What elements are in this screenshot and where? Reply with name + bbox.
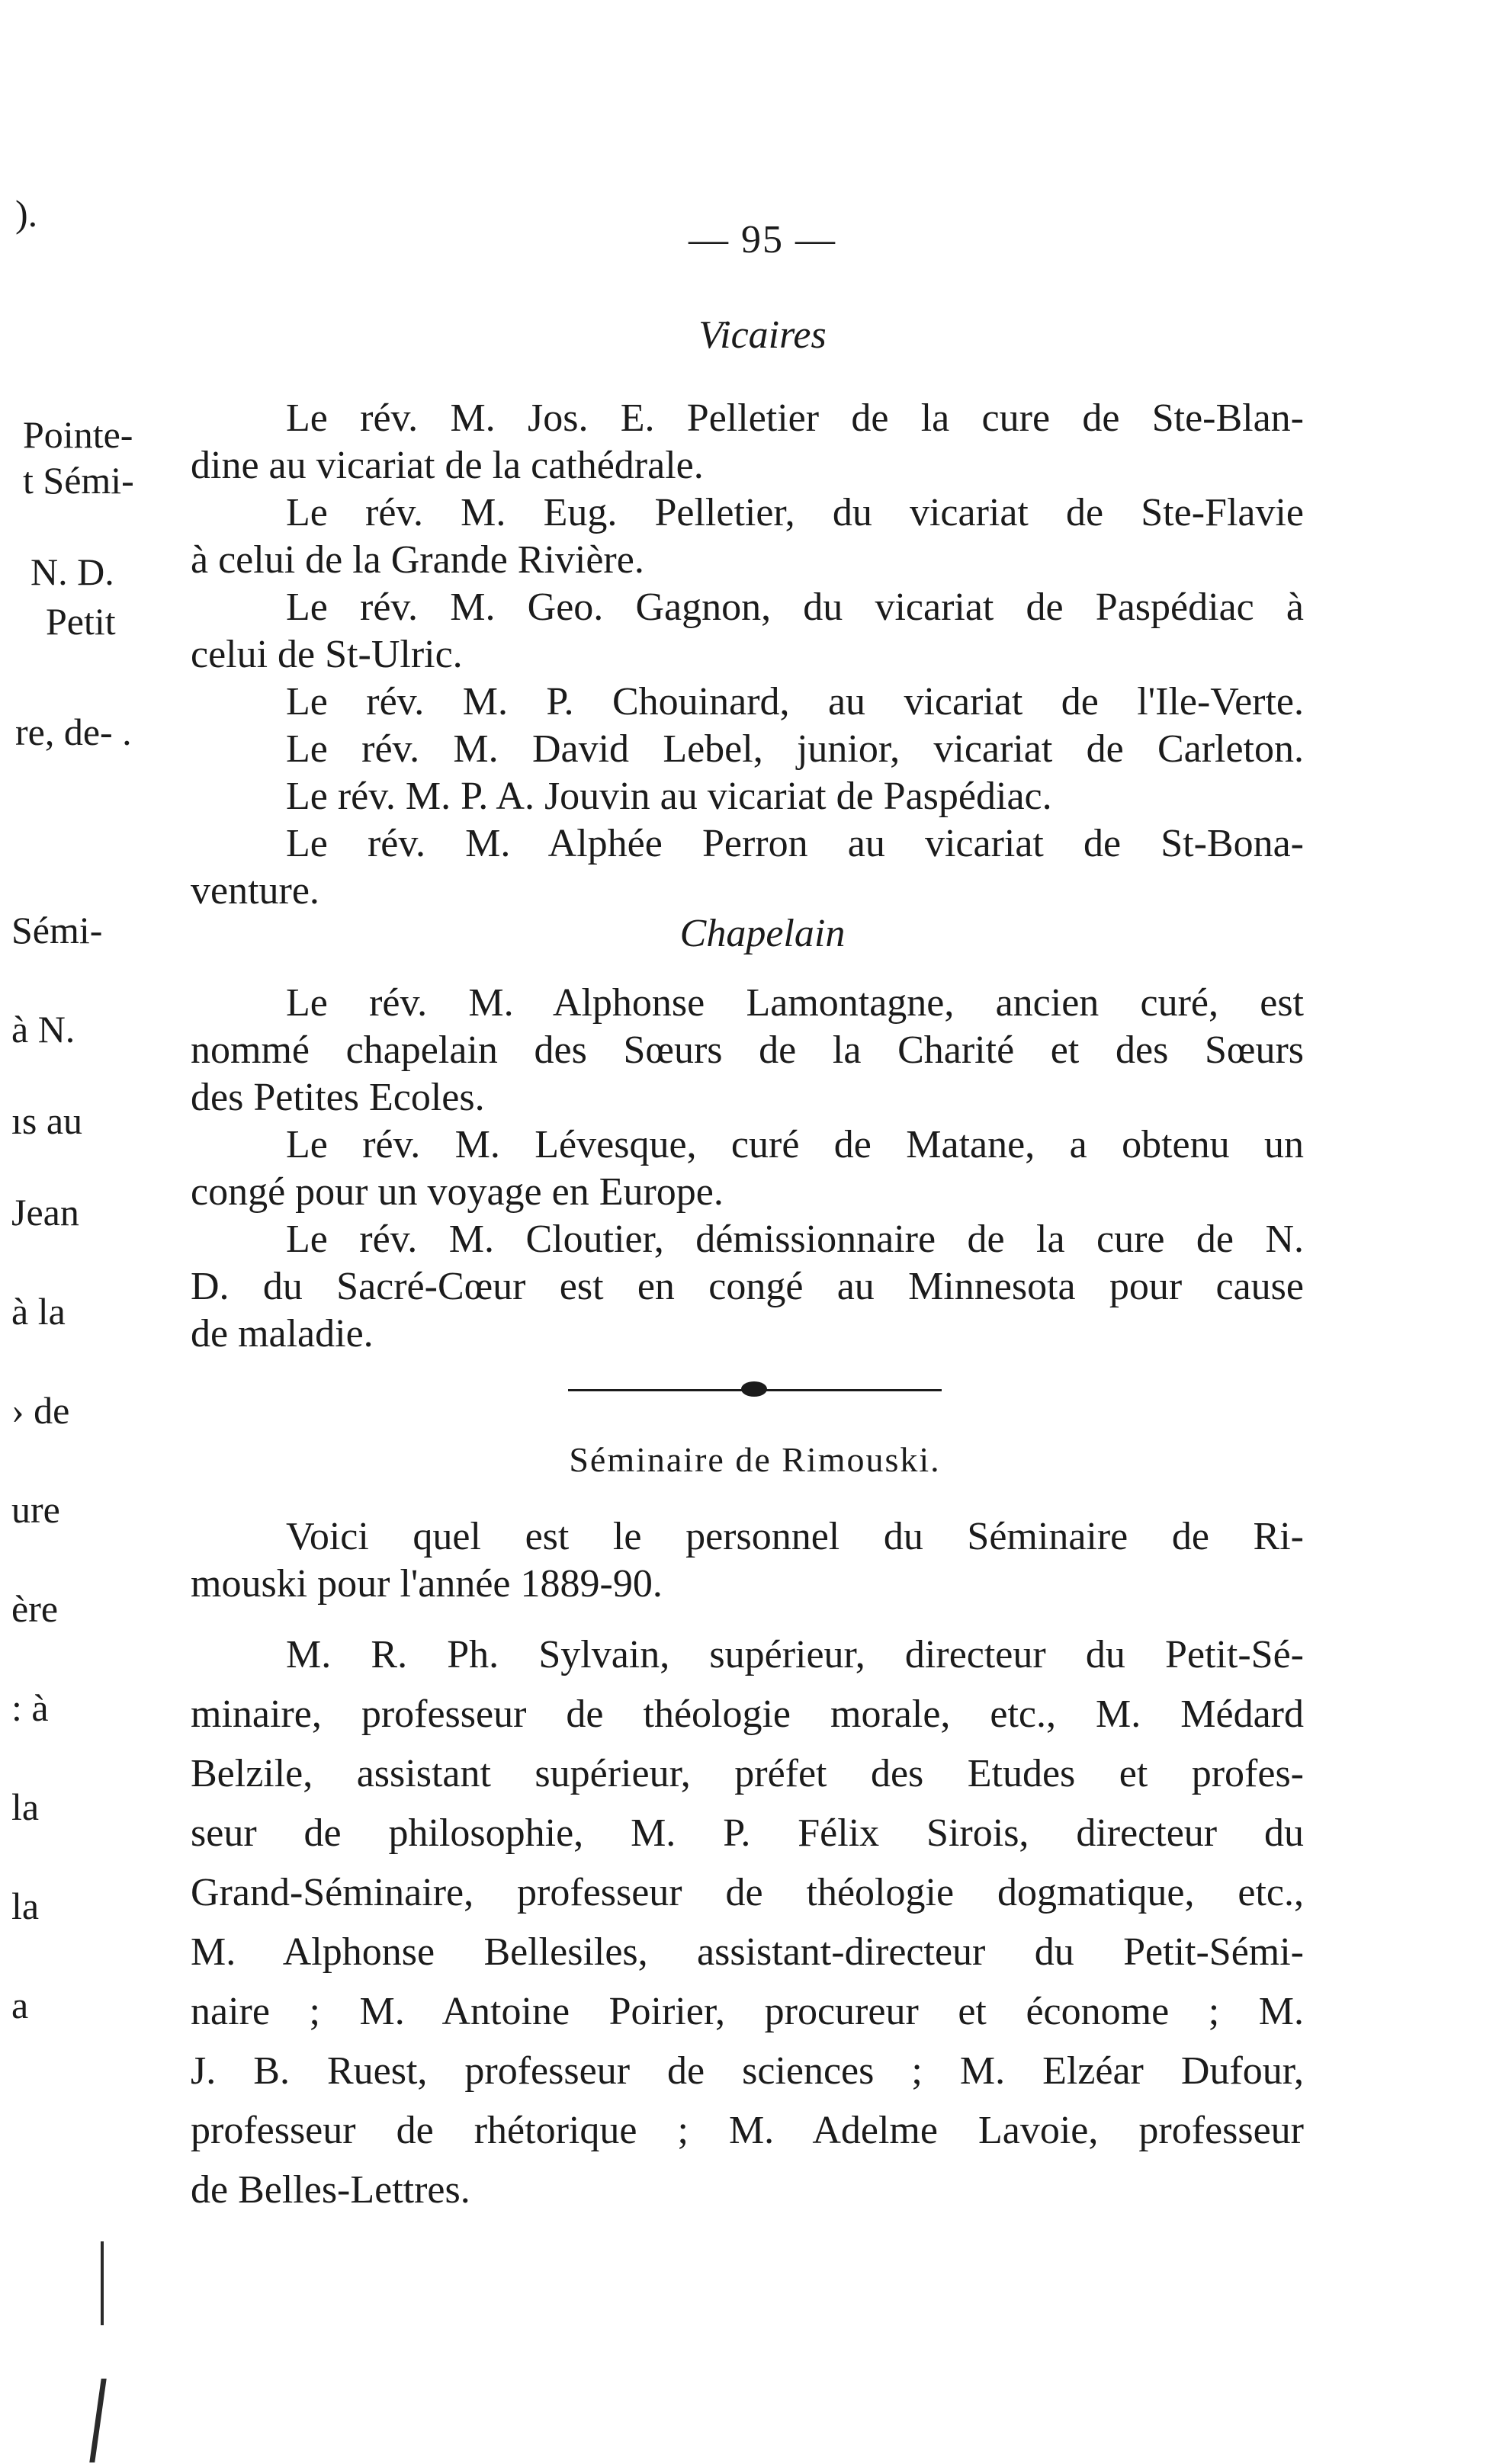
text-line: minaire, professeur de théologie morale, etc., M. Médard xyxy=(191,1692,1304,1736)
text-line: Le rév. M. P. Chouinard, au vicariat de l'Ile-Verte. xyxy=(286,680,1304,723)
text-line: J. B. Ruest, professeur de sciences ; M. Elzéar Dufour, xyxy=(191,2049,1304,2093)
margin-fragment: ure xyxy=(11,1488,60,1531)
text-line: celui de St-Ulric. xyxy=(191,633,463,676)
margin-fragment: N. D. xyxy=(30,550,114,593)
text-line: naire ; M. Antoine Poirier, procureur et économe ; M. xyxy=(191,1990,1304,2033)
page-number: — 95 — xyxy=(689,218,836,261)
text-line: venture. xyxy=(191,869,319,913)
margin-fragment: la xyxy=(11,1785,40,1828)
text-line: Voici quel est le personnel du Séminaire de Ri- xyxy=(286,1515,1304,1558)
text-line: de maladie. xyxy=(191,1312,374,1356)
text-line: nommé chapelain des Sœurs de la Charité et des Sœurs xyxy=(191,1028,1304,1072)
margin-fragment: la xyxy=(11,1885,40,1927)
margin-fragment: Jean xyxy=(11,1191,79,1234)
text-line: Le rév. M. P. A. Jouvin au vicariat de Paspédiac. xyxy=(286,775,1052,818)
margin-fragment: ). xyxy=(15,192,38,235)
facing-page-bleed xyxy=(0,0,183,2464)
margin-fragment: ıs au xyxy=(11,1099,83,1142)
margin-fragment: a xyxy=(11,1984,29,2026)
text-line: Le rév. M. David Lebel, junior, vicariat de Carleton. xyxy=(286,727,1304,771)
margin-fragment: à la xyxy=(11,1290,66,1333)
margin-fragment: ère xyxy=(11,1587,59,1630)
text-line: congé pour un voyage en Europe. xyxy=(191,1170,724,1214)
text-line: M. Alphonse Bellesiles, assistant-directeur du Petit-Sémi- xyxy=(191,1930,1304,1974)
text-line: de Belles-Lettres. xyxy=(191,2168,470,2212)
scan-artifact xyxy=(101,2241,104,2325)
margin-fragment: Pointe- xyxy=(23,413,133,456)
margin-fragment: à N. xyxy=(11,1008,75,1051)
section-heading-seminaire: Séminaire de Rimouski. xyxy=(569,1440,941,1479)
text-line: M. R. Ph. Sylvain, supérieur, directeur du Petit-Sé- xyxy=(286,1633,1304,1676)
text-line: Grand-Séminaire, professeur de théologie dogmatique, etc., xyxy=(191,1871,1304,1914)
section-heading-chapelain: Chapelain xyxy=(679,912,846,955)
margin-fragment: › de xyxy=(11,1389,70,1432)
text-line: Le rév. M. Alphonse Lamontagne, ancien curé, est xyxy=(286,981,1304,1025)
text-line: D. du Sacré-Cœur est en congé au Minnesota pour cause xyxy=(191,1265,1304,1308)
text-line: professeur de rhétorique ; M. Adelme Lavoie, professeur xyxy=(191,2109,1304,2152)
margin-fragment: : à xyxy=(11,1686,49,1729)
text-line: Belzile, assistant supérieur, préfet des Etudes et profes- xyxy=(191,1752,1304,1795)
text-line: Le rév. M. Alphée Perron au vicariat de St-Bona- xyxy=(286,822,1304,865)
text-line: des Petites Ecoles. xyxy=(191,1076,485,1119)
margin-fragment: t Sémi- xyxy=(23,459,134,502)
text-line: Le rév. M. Jos. E. Pelletier de la cure de Ste-Blan- xyxy=(286,396,1304,440)
text-line: à celui de la Grande Rivière. xyxy=(191,538,644,582)
text-line: seur de philosophie, M. P. Félix Sirois, directeur du xyxy=(191,1811,1304,1855)
text-line: Le rév. M. Geo. Gagnon, du vicariat de Paspédiac à xyxy=(286,586,1304,629)
divider-ornament xyxy=(741,1381,767,1397)
margin-fragment: re, de- . xyxy=(15,711,132,753)
text-line: Le rév. M. Eug. Pelletier, du vicariat de Ste-Flavie xyxy=(286,491,1304,534)
text-line: dine au vicariat de la cathédrale. xyxy=(191,444,704,487)
text-line: Le rév. M. Lévesque, curé de Matane, a obtenu un xyxy=(286,1123,1304,1166)
section-heading-vicaires: Vicaires xyxy=(698,313,827,357)
margin-fragment: Sémi- xyxy=(11,909,103,951)
text-line: mouski pour l'année 1889-90. xyxy=(191,1562,663,1606)
margin-fragment: Petit xyxy=(46,600,116,643)
text-line: Le rév. M. Cloutier, démissionnaire de la cure de N. xyxy=(286,1218,1304,1261)
